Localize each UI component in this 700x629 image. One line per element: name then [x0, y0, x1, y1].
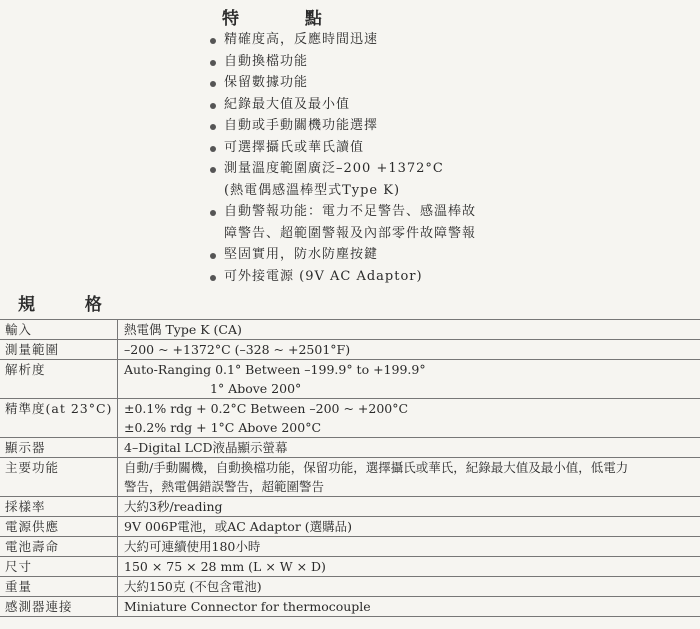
feature-text: 障警告、超範圍警報及內部零件故障警報: [224, 225, 477, 241]
specs-table: [0, 319, 700, 617]
bullet-icon: [210, 210, 216, 216]
specs-title: 規 格: [18, 295, 124, 315]
feature-item: [208, 51, 698, 73]
feature-item: [208, 115, 698, 137]
spec-value: [118, 458, 700, 497]
features-list: [208, 29, 698, 287]
spec-value: [118, 340, 700, 360]
bullet-icon: [210, 38, 216, 44]
spec-label: 採樣率: [0, 497, 118, 517]
spec-value-line: 4–Digital LCD液晶顯示螢幕: [124, 440, 288, 455]
spec-value: [118, 399, 700, 438]
spec-label: 顯示器: [0, 438, 118, 458]
feature-text: 自動換檔功能: [224, 53, 309, 69]
spec-row: [0, 537, 700, 557]
feature-item: [208, 180, 698, 202]
spec-label: 重量: [0, 577, 118, 597]
feature-item: [208, 244, 698, 266]
spec-row: [0, 360, 700, 399]
spec-value-line: 150 × 75 × 28 mm (L × W × D): [124, 559, 326, 574]
feature-text: 自動警報功能：電力不足警告、感溫棒故: [224, 204, 477, 219]
bullet-icon: [210, 103, 216, 109]
spec-value-line: ±0.2% rdg + 1°C Above 200°C: [124, 420, 322, 435]
feature-item: [208, 223, 698, 245]
spec-row: [0, 458, 700, 497]
spec-value: [118, 360, 700, 399]
bullet-icon: [210, 253, 216, 259]
spec-label: 感測器連接: [0, 597, 118, 617]
spec-value-line: 自動/手動關機，自動換檔功能，保留功能，選擇攝氏或華氏，紀錄最大值及最小值，低電力: [124, 460, 629, 475]
spec-row: [0, 597, 700, 617]
spec-value: [118, 597, 700, 617]
spec-row: [0, 557, 700, 577]
feature-text: 測量溫度範圍廣泛–200 +1372°C: [224, 161, 444, 176]
feature-item: [208, 158, 698, 180]
spec-value: [118, 577, 700, 597]
spec-value: [118, 517, 700, 537]
feature-text: 精確度高，反應時間迅速: [224, 32, 379, 47]
spec-value-line: Miniature Connector for thermocouple: [124, 599, 371, 614]
spec-label: 精準度(at 23°C): [0, 399, 118, 438]
spec-label: 解析度: [0, 360, 118, 399]
features-title: 特 點: [222, 9, 352, 29]
spec-label: 電池壽命: [0, 537, 118, 557]
spec-value: [118, 557, 700, 577]
feature-item: [208, 201, 698, 223]
spec-value-line: 大約150克 (不包含電池): [124, 579, 262, 594]
spec-value: [118, 320, 700, 340]
feature-text: 紀錄最大值及最小值: [224, 96, 351, 112]
feature-text: 保留數據功能: [224, 75, 309, 90]
spec-row: [0, 438, 700, 458]
bullet-icon: [210, 146, 216, 152]
spec-label: 電源供應: [0, 517, 118, 537]
feature-item: [208, 137, 698, 159]
spec-value-line: 大約3秒/reading: [124, 499, 223, 514]
spec-value-line: 大約可連續使用180小時: [124, 539, 261, 554]
spec-value-line: 熱電偶 Type K (CA): [124, 322, 242, 337]
spec-label: 輸入: [0, 320, 118, 340]
spec-value-line: 警告，熱電偶錯誤警告，超範圍警告: [124, 479, 325, 494]
spec-label: 主要功能: [0, 458, 118, 497]
bullet-icon: [210, 124, 216, 130]
spec-value: [118, 497, 700, 517]
spec-value-line: 9V 006P電池，或AC Adaptor (選購品): [124, 519, 353, 534]
bullet-icon: [210, 275, 216, 281]
feature-text: 可選擇攝氏或華氏讀值: [224, 139, 365, 155]
spec-value-line: –200 ~ +1372°C (–328 ~ +2501°F): [124, 342, 351, 357]
spec-row: [0, 320, 700, 340]
spec-row: [0, 340, 700, 360]
feature-text: (熱電偶感溫棒型式Type K): [224, 182, 401, 198]
feature-item: [208, 72, 698, 94]
spec-value-line: ±0.1% rdg + 0.2°C Between –200 ~ +200°C: [124, 401, 409, 416]
bullet-icon: [210, 167, 216, 173]
spec-label: 尺寸: [0, 557, 118, 577]
feature-text: 可外接電源 (9V AC Adaptor): [224, 268, 423, 284]
feature-text: 自動或手動關機功能選擇: [224, 118, 379, 133]
feature-item: [208, 94, 698, 116]
feature-item: [208, 266, 698, 288]
spec-row: [0, 517, 700, 537]
spec-value: [118, 537, 700, 557]
spec-row: [0, 577, 700, 597]
bullet-icon: [210, 60, 216, 66]
spec-row: [0, 497, 700, 517]
spec-value: [118, 438, 700, 458]
spec-value-line: 1° Above 200°: [210, 381, 302, 396]
spec-label: 測量範圍: [0, 340, 118, 360]
feature-text: 堅固實用，防水防塵按鍵: [224, 247, 379, 262]
feature-item: [208, 29, 698, 51]
spec-value-line: Auto-Ranging 0.1° Between –199.9° to +199.9°: [124, 362, 426, 377]
bullet-icon: [210, 81, 216, 87]
spec-row: [0, 399, 700, 438]
